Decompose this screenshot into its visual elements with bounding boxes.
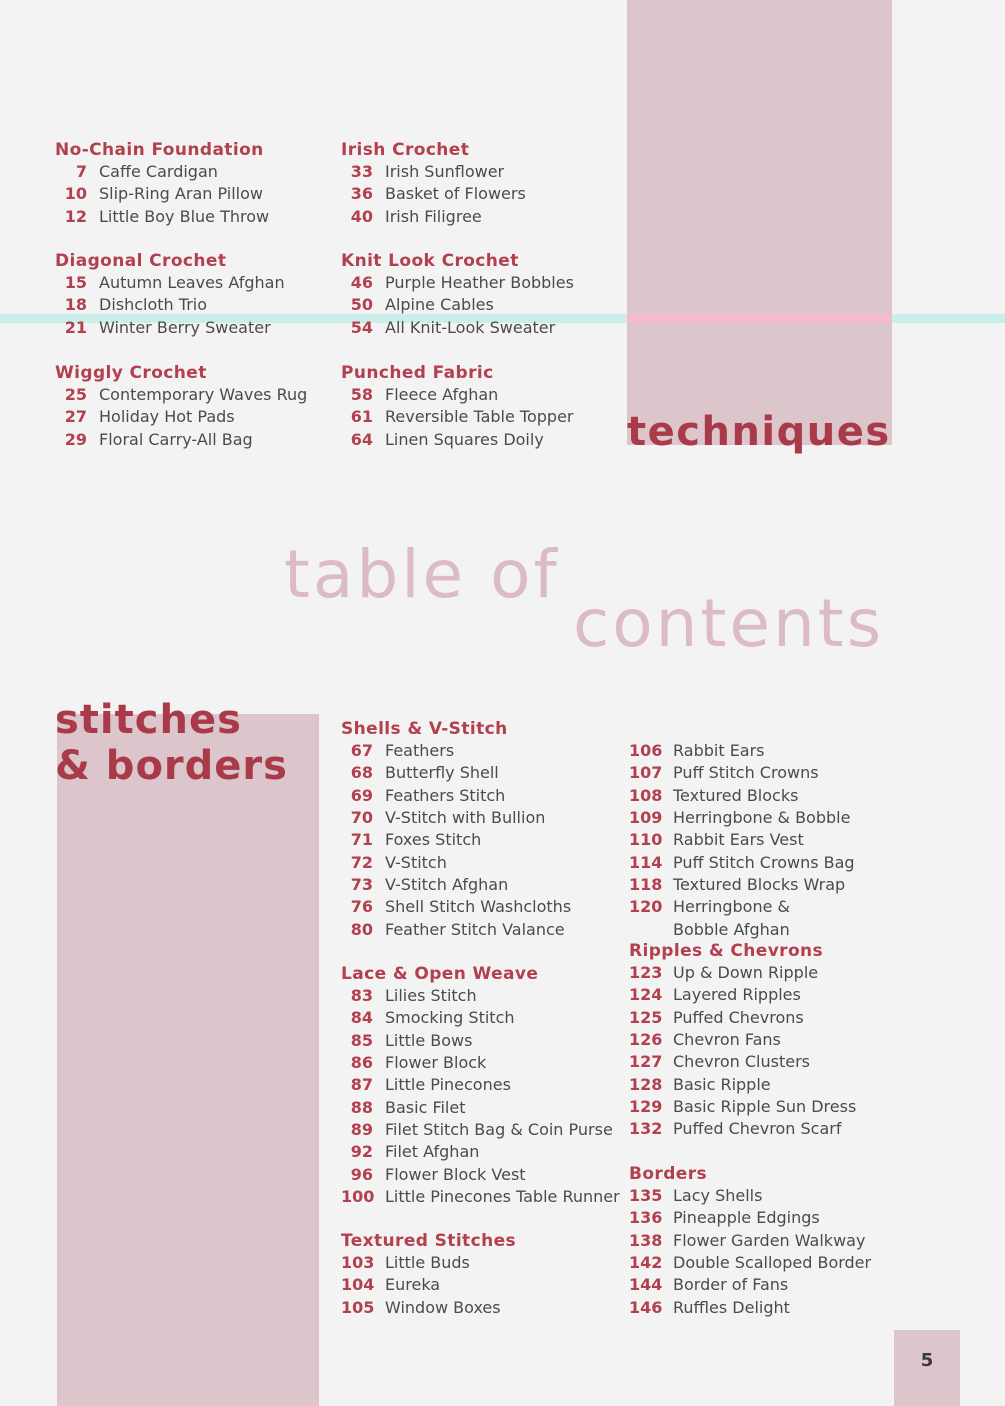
toc-page-number: 136 [629, 1208, 663, 1228]
toc-entry[interactable] [341, 740, 571, 762]
toc-section [55, 362, 307, 451]
toc-entry-label: Slip-Ring Aran Pillow [99, 184, 263, 204]
toc-page-number: 132 [629, 1119, 663, 1139]
toc-entry[interactable] [629, 962, 856, 984]
toc-entry-label: Herringbone & [673, 897, 790, 917]
toc-entry[interactable] [629, 1118, 856, 1140]
toc-section [341, 1230, 516, 1319]
toc-entry-label: Irish Sunflower [385, 162, 505, 181]
toc-entry[interactable] [55, 206, 269, 228]
toc-entry[interactable] [629, 829, 855, 851]
toc-entry-label: Lilies Stitch [385, 986, 477, 1005]
toc-page-number: 72 [350, 852, 373, 872]
toc-entry-label: Textured Blocks Wrap [673, 875, 846, 895]
toc-page-number: 107 [629, 763, 663, 783]
toc-page-number: 61 [350, 407, 373, 427]
toc-section [55, 250, 285, 339]
toc-page-number: 73 [350, 875, 373, 895]
toc-page-number: 12 [64, 206, 87, 226]
toc-entry-label: Basic Filet [385, 1097, 466, 1117]
section-heading-line: stitches [55, 697, 242, 743]
page-number: 5 [920, 1350, 934, 1371]
toc-entry-label: Flower Block Vest [385, 1164, 526, 1184]
toc-section-title: Wiggly Crochet [55, 363, 207, 383]
toc-entry[interactable] [341, 1164, 620, 1186]
toc-page-number: 144 [629, 1275, 663, 1295]
toc-entry-label: Little Boy Blue Throw [99, 206, 270, 226]
toc-entry-label: Feathers Stitch [385, 785, 506, 805]
toc-entry[interactable] [55, 161, 269, 183]
toc-section-title [629, 718, 855, 740]
toc-entry-label: Dishcloth Trio [99, 295, 208, 315]
toc-entry-label: Rabbit Ears [673, 741, 765, 760]
toc-page-number: 46 [350, 273, 373, 292]
toc-section-title: Lace & Open Weave [341, 964, 539, 984]
toc-entry[interactable] [629, 762, 855, 784]
toc-entry-label: Reversible Table Topper [385, 407, 574, 427]
toc-entry[interactable] [341, 1007, 620, 1029]
toc-entry[interactable] [341, 829, 571, 851]
toc-entry-label: Ruffles Delight [673, 1297, 790, 1317]
toc-page-number: 64 [350, 429, 373, 449]
section-heading-techniques: techniques [627, 409, 891, 455]
toc-entry-label: Border of Fans [673, 1275, 789, 1295]
toc-entry-label: All Knit-Look Sweater [385, 317, 556, 337]
toc-section [629, 1163, 871, 1319]
toc-entry-label: Butterfly Shell [385, 763, 499, 783]
toc-section-title: No-Chain Foundation [55, 140, 264, 160]
toc-entry[interactable] [629, 1029, 856, 1051]
toc-entry[interactable] [55, 317, 285, 339]
toc-page-number: 108 [629, 785, 663, 805]
toc-entry-label: Lacy Shells [673, 1186, 763, 1205]
toc-entry-label: Window Boxes [385, 1297, 501, 1317]
toc-entry[interactable] [629, 1207, 871, 1229]
toc-entry[interactable] [629, 807, 855, 829]
toc-section-title: Punched Fabric [341, 363, 494, 383]
toc-entry-label: Rabbit Ears Vest [673, 830, 804, 850]
toc-entry-label: Floral Carry-All Bag [99, 429, 253, 449]
toc-entry[interactable] [341, 183, 526, 205]
toc-entry[interactable] [341, 1097, 620, 1119]
toc-page-number: 83 [350, 986, 373, 1005]
toc-section [629, 718, 855, 941]
toc-entry-label: Irish Filigree [385, 206, 482, 226]
toc-page-number: 86 [350, 1053, 373, 1073]
toc-entry-continuation: Bobble Afghan [673, 919, 790, 939]
toc-page-number: 105 [341, 1297, 375, 1317]
toc-page-number: 92 [350, 1142, 373, 1162]
decorative-band-top [627, 0, 892, 445]
toc-entry-label: Shell Stitch Washcloths [385, 897, 572, 917]
toc-entry-label: Filet Afghan [385, 1142, 480, 1162]
toc-entry[interactable] [629, 984, 856, 1006]
toc-entry[interactable] [629, 1185, 871, 1207]
page-title-line2: contents [573, 585, 885, 662]
toc-entry-label: Basket of Flowers [385, 184, 526, 204]
toc-page-number: 123 [629, 963, 663, 982]
toc-entry-label: Alpine Cables [385, 295, 494, 315]
toc-page-number: 29 [64, 429, 87, 449]
toc-entry-label: Eureka [385, 1275, 441, 1295]
toc-entry-label: Little Bows [385, 1030, 473, 1050]
toc-page-number: 18 [64, 295, 87, 315]
toc-page-number: 124 [629, 985, 663, 1005]
toc-entry-label: Little Buds [385, 1253, 470, 1272]
decorative-band-left [57, 714, 319, 1406]
toc-section [629, 940, 856, 1141]
toc-page-number: 103 [341, 1253, 375, 1272]
toc-entry[interactable] [341, 874, 571, 896]
toc-entry[interactable] [341, 161, 526, 183]
toc-page-number: 85 [350, 1030, 373, 1050]
toc-entry-label: Fleece Afghan [385, 385, 499, 404]
toc-entry-label: Little Pinecones [385, 1075, 511, 1095]
toc-entry[interactable] [55, 429, 307, 451]
toc-page-number: 70 [350, 808, 373, 828]
toc-page-number: 7 [75, 162, 87, 181]
toc-entry[interactable] [341, 294, 574, 316]
toc-entry[interactable] [341, 762, 571, 784]
toc-entry[interactable] [341, 406, 573, 428]
toc-entry[interactable] [341, 1030, 620, 1052]
toc-entry[interactable] [629, 1274, 871, 1296]
toc-page-number: 125 [629, 1007, 663, 1027]
toc-section [341, 963, 620, 1208]
toc-page-number: 96 [350, 1164, 373, 1184]
toc-entry[interactable] [341, 852, 571, 874]
toc-entry-label: Feathers [385, 741, 455, 760]
toc-page-number: 58 [350, 385, 373, 404]
toc-entry[interactable] [341, 1119, 620, 1141]
toc-entry-label: Flower Garden Walkway [673, 1230, 866, 1250]
toc-entry-label: Chevron Fans [673, 1030, 781, 1050]
toc-entry-label: Puffed Chevron Scarf [673, 1119, 842, 1139]
toc-section-title: Knit Look Crochet [341, 251, 519, 271]
toc-page-number: 135 [629, 1186, 663, 1205]
toc-entry[interactable] [629, 1230, 871, 1252]
toc-page-number: 106 [629, 741, 663, 760]
toc-entry[interactable] [629, 896, 855, 918]
toc-page-number: 27 [64, 407, 87, 427]
toc-entry-label: Purple Heather Bobbles [385, 273, 574, 292]
toc-entry-label: V-Stitch with Bullion [385, 808, 546, 828]
toc-section [341, 139, 526, 228]
toc-entry[interactable] [341, 896, 571, 918]
toc-page-number: 67 [350, 741, 373, 760]
toc-entry[interactable] [341, 1274, 516, 1296]
toc-section-title: Ripples & Chevrons [629, 941, 824, 961]
toc-page-number: 128 [629, 1074, 663, 1094]
toc-entry[interactable] [341, 272, 574, 294]
toc-entry-label: Puff Stitch Crowns Bag [673, 852, 855, 872]
toc-entry[interactable] [341, 1074, 620, 1096]
toc-entry-label: Puff Stitch Crowns [673, 763, 819, 783]
toc-section-title: Textured Stitches [341, 1231, 517, 1251]
toc-page-number: 84 [350, 1008, 373, 1028]
toc-page-number: 142 [629, 1253, 663, 1273]
toc-entry-label: Layered Ripples [673, 985, 801, 1005]
section-heading-stitches-borders [55, 697, 288, 789]
toc-entry-label: Puffed Chevrons [673, 1007, 804, 1027]
toc-entry[interactable] [55, 294, 285, 316]
toc-page-number: 104 [341, 1275, 375, 1295]
toc-entry[interactable] [341, 1052, 620, 1074]
toc-section [341, 250, 574, 339]
toc-entry[interactable] [341, 1252, 516, 1274]
toc-entry-label: Basic Ripple [673, 1074, 771, 1094]
toc-entry-label: Holiday Hot Pads [99, 407, 235, 427]
toc-entry[interactable] [341, 919, 571, 941]
toc-page-number: 138 [629, 1230, 663, 1250]
toc-entry[interactable] [629, 1074, 856, 1096]
toc-section-title: Diagonal Crochet [55, 251, 227, 271]
toc-entry-label: Linen Squares Doily [385, 429, 544, 449]
decorative-stripe [892, 314, 1005, 323]
decorative-stripe [627, 314, 892, 323]
toc-page-number: 87 [350, 1075, 373, 1095]
toc-entry[interactable] [629, 1096, 856, 1118]
toc-entry[interactable] [341, 317, 574, 339]
toc-entry[interactable] [55, 183, 269, 205]
toc-entry-label: Little Pinecones Table Runner [385, 1187, 620, 1207]
toc-page-number: 25 [64, 385, 87, 404]
toc-entry[interactable] [341, 1141, 620, 1163]
toc-entry-label: Herringbone & Bobble [673, 808, 851, 828]
toc-entry-label: Basic Ripple Sun Dress [673, 1097, 857, 1117]
toc-entry-label: Up & Down Ripple [673, 963, 819, 982]
toc-entry[interactable] [341, 1297, 516, 1319]
toc-entry-label: Flower Block [385, 1053, 487, 1073]
toc-entry[interactable] [55, 272, 285, 294]
toc-entry-label: Autumn Leaves Afghan [99, 273, 285, 292]
toc-page-number: 10 [64, 184, 87, 204]
toc-entry[interactable] [629, 1297, 871, 1319]
toc-page-number: 127 [629, 1052, 663, 1072]
toc-page-number: 129 [629, 1097, 663, 1117]
toc-entry[interactable] [55, 406, 307, 428]
toc-section-title: Shells & V-Stitch [341, 719, 508, 739]
toc-page-number: 89 [350, 1120, 373, 1140]
toc-entry-label: Filet Stitch Bag & Coin Purse [385, 1120, 613, 1140]
toc-entry[interactable] [629, 1051, 856, 1073]
toc-page-number: 146 [629, 1297, 663, 1317]
toc-section [341, 718, 571, 941]
toc-section-title: Borders [629, 1164, 708, 1184]
toc-page-number: 40 [350, 206, 373, 226]
toc-page-number: 110 [629, 830, 663, 850]
toc-entry-label: Pineapple Edgings [673, 1208, 820, 1228]
toc-page-number: 54 [350, 317, 373, 337]
toc-page-number: 88 [350, 1097, 373, 1117]
toc-entry[interactable] [629, 1007, 856, 1029]
toc-section [341, 362, 573, 451]
toc-page-number: 109 [629, 808, 663, 828]
toc-entry[interactable] [55, 384, 307, 406]
toc-entry[interactable] [629, 874, 855, 896]
toc-entry[interactable] [341, 384, 573, 406]
toc-page-number: 33 [350, 162, 373, 181]
toc-page-number: 76 [350, 897, 373, 917]
toc-page-number: 120 [629, 897, 663, 917]
toc-entry-label: Textured Blocks [673, 785, 799, 805]
toc-entry[interactable] [341, 985, 620, 1007]
toc-page-number: 114 [629, 852, 663, 872]
toc-section [55, 139, 269, 228]
toc-page-number: 36 [350, 184, 373, 204]
toc-page-number: 100 [341, 1187, 375, 1207]
toc-entry-label: V-Stitch Afghan [385, 875, 509, 895]
toc-entry[interactable] [629, 852, 855, 874]
toc-entry[interactable] [629, 785, 855, 807]
toc-page-number: 118 [629, 875, 663, 895]
toc-page-number: 69 [350, 785, 373, 805]
toc-entry[interactable] [341, 206, 526, 228]
toc-entry-label: Winter Berry Sweater [99, 317, 271, 337]
toc-entry-label: Smocking Stitch [385, 1008, 515, 1028]
toc-page-number: 50 [350, 295, 373, 315]
page-title-line1: table of [284, 536, 560, 613]
toc-entry[interactable] [341, 807, 571, 829]
toc-entry[interactable] [341, 1186, 620, 1208]
toc-entry[interactable] [629, 740, 855, 762]
toc-entry[interactable] [629, 1252, 871, 1274]
toc-entry-label: Foxes Stitch [385, 830, 482, 850]
toc-page-number: 21 [64, 317, 87, 337]
toc-entry[interactable] [341, 429, 573, 451]
toc-entry[interactable] [341, 785, 571, 807]
toc-page-number: 80 [350, 919, 373, 939]
toc-page-number: 68 [350, 763, 373, 783]
section-heading-line: & borders [55, 743, 288, 789]
toc-page-number: 15 [64, 273, 87, 292]
toc-page-number: 71 [350, 830, 373, 850]
toc-entry-label: Contemporary Waves Rug [99, 385, 308, 404]
toc-entry-label: Caffe Cardigan [99, 162, 218, 181]
toc-entry-label: Feather Stitch Valance [385, 919, 565, 939]
toc-entry-label: V-Stitch [385, 852, 447, 872]
toc-entry-label: Chevron Clusters [673, 1052, 810, 1072]
toc-page-number: 126 [629, 1030, 663, 1050]
toc-section-title: Irish Crochet [341, 140, 470, 160]
toc-entry-label: Double Scalloped Border [673, 1253, 872, 1273]
